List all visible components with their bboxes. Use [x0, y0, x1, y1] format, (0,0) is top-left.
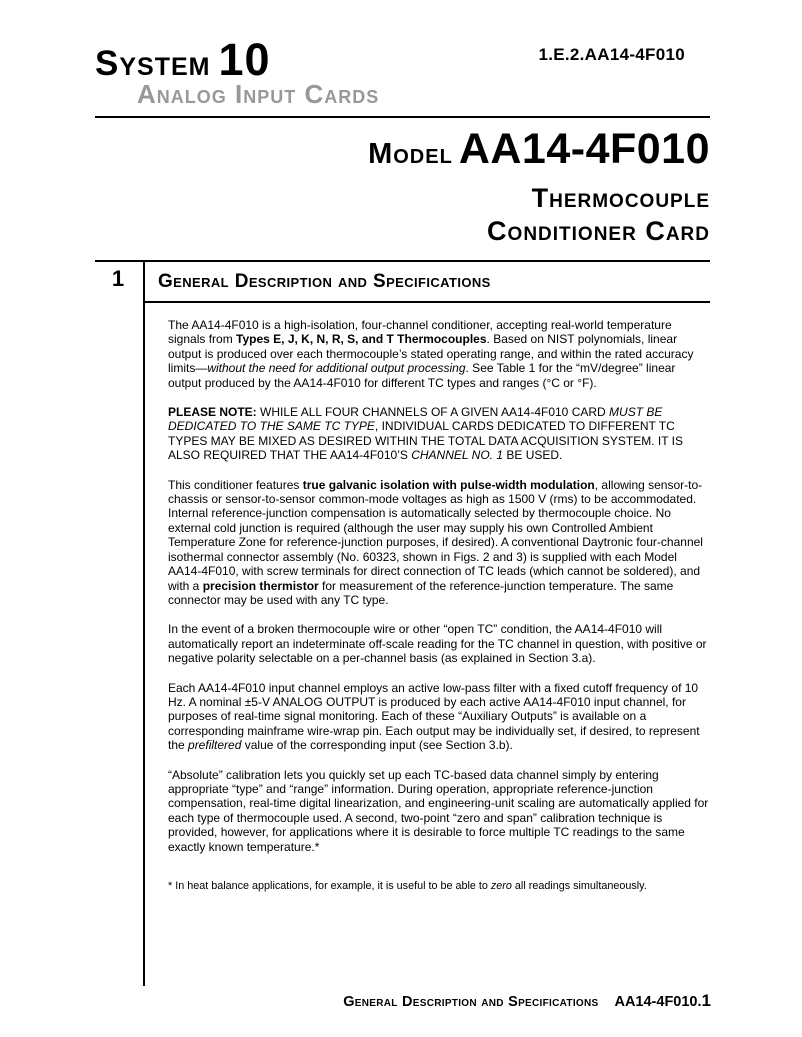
section-number: 1 [111, 266, 125, 291]
header-rule [95, 116, 710, 118]
paragraph-intro [168, 318, 711, 390]
text-run: true galvanic isolation with pulse-width modulation [302, 477, 595, 492]
product-name-line2: Conditioner Card [487, 216, 710, 246]
text-run: zero [490, 880, 512, 892]
model-label: Model [368, 138, 453, 170]
section-rule [143, 301, 710, 303]
text-run: without the need for additional output processing [207, 361, 466, 376]
body-paragraphs [168, 318, 711, 908]
paragraph-filter [168, 681, 711, 753]
section-divider-line [143, 260, 145, 986]
product-name-line1: Thermocouple [531, 183, 710, 213]
footer-page-number: 1 [701, 991, 711, 1010]
product-line-title: Analog Input Cards [137, 79, 380, 109]
text-run: In the event of a broken thermocouple wire or other “open TC” condition, the AA14-4F010 will automatically report an indeterminate off-scale reading for the TC channel in question, with positive or negative polarity selectable on a per-channel basis (as explained in Section 3.a). [168, 622, 707, 666]
document-code: 1.E.2.AA14-4F010 [538, 45, 685, 64]
paragraph-please-note [168, 405, 711, 463]
text-run: This conditioner features [168, 477, 303, 492]
paragraph-calibration [168, 768, 711, 854]
title-block [368, 126, 710, 248]
text-run: for measurement of the reference-junction temperature. The same connector may be used with any TC type. [168, 578, 674, 607]
text-run: , INDIVIDUAL CARDS DEDICATED TO DIFFERENT TC TYPES MAY BE MIXED AS DESIRED WITHIN THE TOTAL DATA ACQUISITION SYSTEM. IT IS ALSO REQUIRED THAT THE AA14-4F010’S [168, 419, 683, 463]
text-run: all readings simultaneously. [511, 880, 647, 892]
model-title [368, 126, 710, 182]
brand-number-label: 10 [218, 34, 271, 85]
text-run: BE USED. [503, 448, 563, 463]
footer-section-title: General Description and Specifications [343, 994, 599, 1010]
text-run: . Based on NIST polynomials, linear output is produced over each thermocouple’s stated operating range, and within the rated accuracy limits— [168, 332, 694, 376]
text-run: , allowing sensor-to-chassis or sensor-to-sensor common-mode voltages as high as 1500 V (rms) to be accommodated. Internal reference-junction compensation is automatically selected by thermocouple choice. No external cold junction is required (although the user may supply his own Controlled Ambient Temperature Zone for reference-junction purposes, if desired). A conventional Daytronic four-channel isothermal connector assembly (No. 60323, shown in Figs. 2 and 3) is supplied with each Model AA14-4F010, with screw terminals for direct connection of TC leads (which cannot be soldered), and with a [168, 477, 703, 593]
brand-system-label: System [95, 44, 211, 83]
text-run: Each AA14-4F010 input channel employs an active low-pass filter with a fixed cutoff frequency of 10 Hz. A nominal ±5-V ANALOG OUTPUT is produced by each active AA14-4F010 input channel, for purposes of real-time signal monitoring. Each of these “Auxiliary Outputs” is available on a corresponding mainframe wire-wrap pin. Each output may be individually set, if desired, to represent the [168, 680, 700, 753]
text-run: MUST BE DEDICATED TO THE SAME TC TYPE [168, 405, 663, 434]
text-run: Types E, J, K, N, R, S, and T Thermocouples [236, 332, 487, 347]
text-run: prefiltered [188, 738, 242, 753]
text-run: “Absolute” calibration lets you quickly set up each TC-based data channel simply by entering appropriate “type” and “range” information. During operation, appropriate reference-junction compensation, real-time digital linearization, and engineering-unit scaling are automatically applied for each type of thermocouple used. A second, two-point “zero and span” calibration technique is provided, however, for applications where it is desirable to force multiple TC readings to the same exactly known temperature.* [168, 767, 709, 854]
text-run: * In heat balance applications, for example, it is useful to be able to [168, 880, 491, 892]
text-run: WHILE ALL FOUR CHANNELS OF A GIVEN AA14-4F010 CARD [256, 405, 610, 420]
text-run: precision thermistor [202, 578, 319, 593]
page-footer [343, 991, 711, 1011]
text-run: The AA14-4F010 is a high-isolation, four-channel conditioner, accepting real-world temperature signals from [168, 318, 672, 347]
footer-doc-ref: AA14-4F010. [614, 994, 702, 1010]
text-run: . See Table 1 for the “mV/degree” linear output produced by the AA14-4F010 for different TC types and ranges (°C or °F). [168, 361, 676, 390]
title-rule [95, 260, 710, 262]
footnote [168, 880, 711, 893]
section-title: General Description and Specifications [158, 271, 491, 292]
model-number: AA14-4F010 [458, 125, 710, 173]
text-run: CHANNEL NO. 1 [411, 448, 504, 463]
paragraph-open-tc [168, 622, 711, 665]
text-run: value of the corresponding input (see Section 3.b). [241, 738, 513, 753]
paragraph-isolation [168, 478, 711, 608]
text-run: PLEASE NOTE: [168, 405, 257, 420]
